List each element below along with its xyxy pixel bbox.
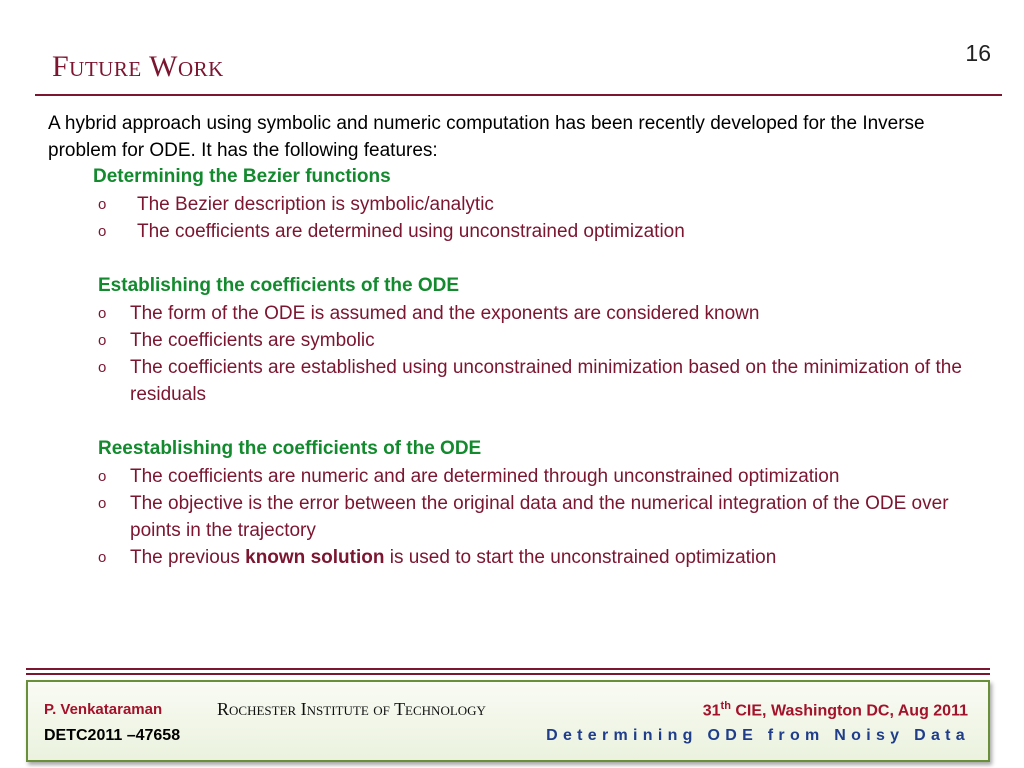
bullet-text: The coefficients are symbolic: [130, 330, 375, 351]
bullet-text: The form of the ODE is assumed and the exponents are considered known: [130, 303, 760, 324]
section-heading-reestablishing: Reestablishing the coefficients of the ODE: [98, 438, 482, 459]
section-heading-bezier: Determining the Bezier functions: [93, 166, 391, 187]
bullet-text: The coefficients are numeric and are determined through unconstrained optimization: [130, 466, 840, 487]
footer-conference: [703, 700, 968, 720]
bullet-marker: o: [98, 495, 107, 512]
footer-institute: Rochester Institute of Technology: [217, 699, 486, 719]
bullet-marker: o: [98, 332, 107, 349]
bullet-marker: o: [98, 305, 107, 322]
page-number: 16: [965, 40, 991, 66]
conf-rest: CIE, Washington DC, Aug 2011: [735, 702, 968, 720]
footer-subtitle: Determining ODE from Noisy Data: [546, 727, 970, 744]
bullet-text: The objective is the error between the original data and the numerical integration of the ODE over points in the trajectory: [130, 493, 949, 541]
footer-author: P. Venkataraman: [44, 701, 163, 718]
bullet-marker: o: [98, 549, 107, 566]
bullet-text-after: is used to start the unconstrained optimization: [389, 547, 777, 568]
title-divider: [35, 94, 1002, 96]
bullet-marker: o: [98, 359, 107, 376]
bullet-text-emphasis: known solution: [245, 547, 385, 568]
bullet-item: [98, 544, 968, 571]
bullet-item: [98, 463, 988, 490]
bullet-text: [98, 544, 968, 571]
footer-divider-bottom: [26, 673, 990, 675]
footer-box: [26, 680, 990, 762]
conf-ordinal: 31: [702, 702, 721, 720]
conf-suffix: th: [720, 700, 731, 712]
bullet-text: The coefficients are established using unconstrained minimization based on the minimization of the residuals: [130, 357, 962, 405]
bullet-item: [98, 300, 968, 327]
footer-paper-id: DETC2011 –47658: [44, 727, 181, 744]
bullet-text: The coefficients are determined using unconstrained optimization: [137, 221, 685, 242]
section-heading-establishing: Establishing the coefficients of the ODE: [98, 275, 460, 296]
bullet-item: [98, 218, 958, 245]
bullet-marker: o: [98, 196, 107, 213]
bullet-item: [98, 191, 958, 218]
bullet-item: [98, 327, 968, 354]
slide-title: Future Work: [52, 50, 224, 83]
footer-divider-top: [26, 668, 990, 670]
bullet-marker: o: [98, 468, 107, 485]
intro-paragraph: A hybrid approach using symbolic and numeric computation has been recently developed for the Inverse problem for ODE. It has the following features:: [48, 113, 925, 161]
bullet-text-before: The previous: [130, 547, 240, 568]
bullet-marker: o: [98, 223, 107, 240]
bullet-item: [98, 354, 968, 408]
bullet-item: [98, 490, 968, 544]
bullet-text: The Bezier description is symbolic/analytic: [137, 194, 494, 215]
